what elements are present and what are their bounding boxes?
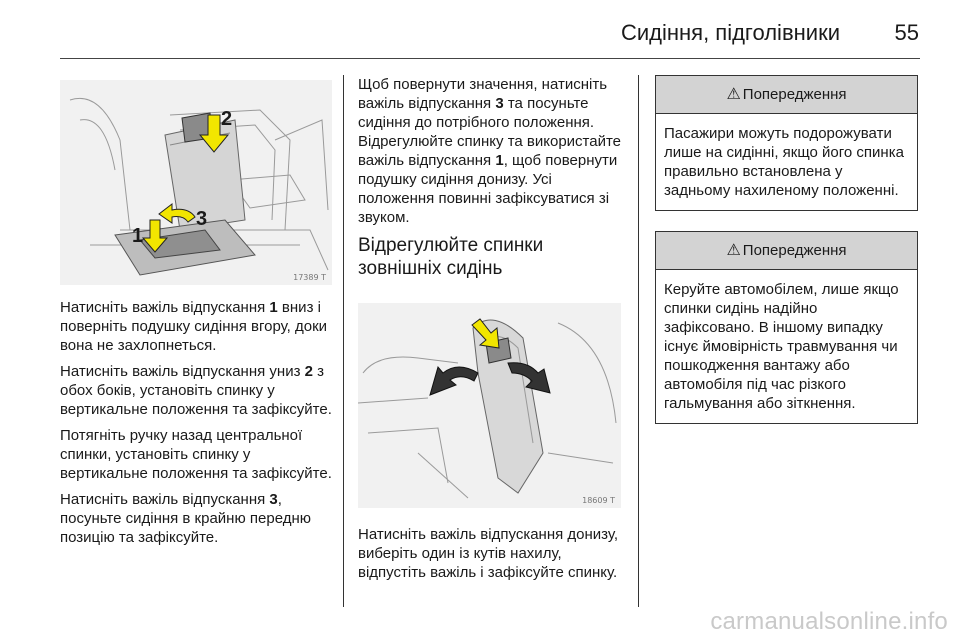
figure-id: 17389 T xyxy=(293,273,326,282)
paragraph: Щоб повернути значення, натисніть важіль відпускання 3 та посуньте сидіння до потрібного положення. Відрегулюйте спинку та використайте важіль відпускання 1, щоб повернути подушку сидіння донизу. Усі положення повинні зафіксуватися зі звуком. xyxy=(358,76,622,226)
warning-header xyxy=(656,76,917,114)
paragraph: Натисніть важіль відпускання 1 вниз і поверніть подушку сидіння вгору, доки вона не захлопнеться. xyxy=(60,299,328,354)
callout-1: 1 xyxy=(132,225,144,247)
callout-3: 3 xyxy=(196,208,208,230)
warning-triangle-icon: ⚠ xyxy=(726,242,741,259)
paragraph: Натисніть важіль відпускання 3, посуньте сидіння в крайню передню позицію та зафіксуйте. xyxy=(60,491,311,546)
left-column-text xyxy=(60,298,335,554)
section-heading: Відрегулюйте спинки зовнішніх сидінь xyxy=(358,235,544,279)
figure-id: 18609 T xyxy=(582,496,615,505)
middle-column-bottom-text xyxy=(358,525,630,589)
warning-title: Попередження xyxy=(742,242,847,259)
warning-triangle-icon: ⚠ xyxy=(726,86,741,103)
column-divider xyxy=(343,75,344,607)
warning-header xyxy=(656,232,917,270)
paragraph: Натисніть важіль відпускання донизу, виберіть один із кутів нахилу, відпустіть важіль і зафіксуйте спинку. xyxy=(358,526,619,581)
warning-text: Пасажири можуть подорожувати лише на сидінні, якщо його спинка правильно встановлена у задньому нахиленому положенні. xyxy=(664,125,904,199)
paragraph: Потягніть ручку назад центральної спинки, установіть спинку у вертикальне положення та зафіксуйте. xyxy=(60,427,332,482)
paragraph: Натисніть важіль відпускання униз 2 з обох боків, установіть спинку у вертикальне положення та зафіксуйте. xyxy=(60,363,332,418)
callout-2: 2 xyxy=(221,108,233,130)
column-divider xyxy=(638,75,639,607)
seat-release-figure xyxy=(60,80,332,285)
header-rule xyxy=(60,58,920,59)
warning-box xyxy=(655,75,918,211)
page-title: Сидіння, підголівники xyxy=(620,20,840,45)
warning-text: Керуйте автомобілем, лише якщо спинки сидінь надійно зафіксовано. В іншому випадку існує ймовірність травмування чи пошкодження вантажу або автомобіля під час різкого гальмування або зіткнення. xyxy=(664,281,899,412)
watermark: carmanualsonline.info xyxy=(710,608,948,635)
page-header xyxy=(0,14,960,54)
warning-title: Попередження xyxy=(742,86,847,103)
page-number: 55 xyxy=(894,20,919,45)
warning-box xyxy=(655,231,918,424)
middle-column-text xyxy=(358,75,630,290)
backrest-figure xyxy=(358,303,621,508)
